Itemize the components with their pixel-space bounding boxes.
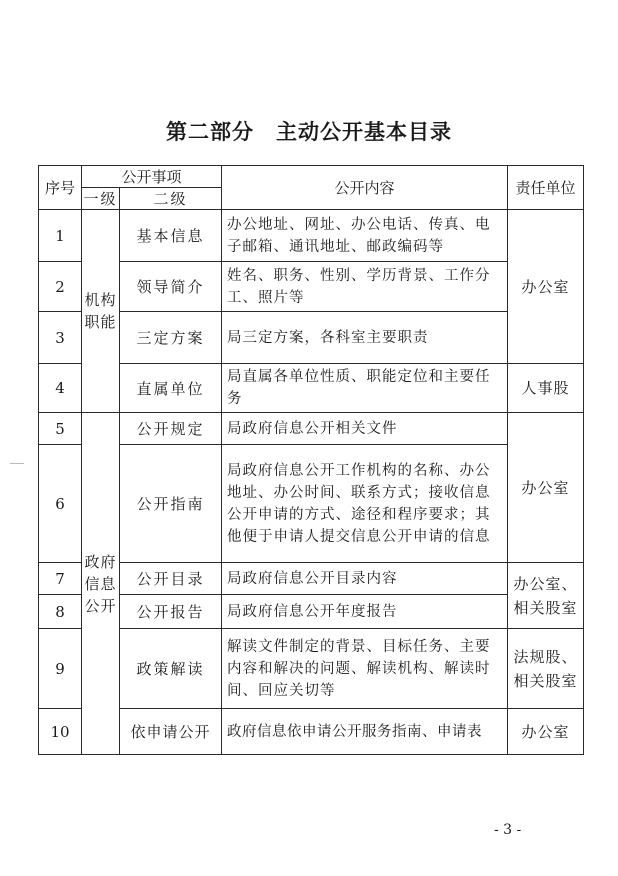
row-number: 1	[39, 210, 82, 262]
content-cell: 局政府信息公开相关文件	[222, 413, 508, 445]
header-content: 公开内容	[222, 166, 508, 210]
table-row	[39, 413, 584, 445]
table-row	[39, 563, 584, 595]
content-cell: 姓名、职务、性别、学历背景、工作分工、照片等	[222, 262, 508, 312]
title-part: 第二部分	[166, 119, 254, 144]
table-row	[39, 595, 584, 629]
header-items: 公开事项	[82, 166, 222, 188]
table-row	[39, 364, 584, 413]
level2-item: 三定方案	[120, 312, 222, 364]
table-row	[39, 629, 584, 709]
table-row	[39, 312, 584, 364]
content-cell: 局直属各单位性质、职能定位和主要任务	[222, 364, 508, 413]
row-number: 10	[39, 709, 82, 755]
row-number: 9	[39, 629, 82, 709]
row-number: 7	[39, 563, 82, 595]
unit-cell: 人事股	[508, 364, 584, 413]
row-number: 4	[39, 364, 82, 413]
row-number: 3	[39, 312, 82, 364]
content-cell: 办公地址、网址、办公电话、传真、电子邮箱、通讯地址、邮政编码等	[222, 210, 508, 262]
level2-item: 公开指南	[120, 445, 222, 563]
content-cell: 局政府信息公开目录内容	[222, 563, 508, 595]
level2-item: 基本信息	[120, 210, 222, 262]
header-level2: 二级	[120, 188, 222, 210]
unit-cell: 办公室	[508, 210, 584, 364]
unit-cell: 办公室、 相关股室	[508, 563, 584, 629]
table-row	[39, 445, 584, 563]
level1-group-org: 机构 职能	[82, 210, 120, 413]
row-number: 2	[39, 262, 82, 312]
level2-item: 公开规定	[120, 413, 222, 445]
content-cell: 局政府信息公开工作机构的名称、办公地址、办公时间、联系方式；接收信息公开申请的方式、途径和程序要求；其他便于申请人提交信息公开申请的信息	[222, 445, 508, 563]
content-cell: 解读文件制定的背景、目标任务、主要内容和解决的问题、解读机构、解读时间、回应关切等	[222, 629, 508, 709]
level2-item: 直属单位	[120, 364, 222, 413]
level2-item: 公开报告	[120, 595, 222, 629]
level2-item: 公开目录	[120, 563, 222, 595]
content-cell: 局政府信息公开年度报告	[222, 595, 508, 629]
page-title	[0, 116, 618, 146]
level2-item: 领导简介	[120, 262, 222, 312]
header-unit: 责任单位	[508, 166, 584, 210]
title-main: 主动公开基本目录	[276, 119, 452, 144]
level2-item: 依申请公开	[120, 709, 222, 755]
table-header-row	[39, 166, 584, 188]
header-seq: 序号	[39, 166, 82, 210]
unit-cell: 法规股、 相关股室	[508, 629, 584, 709]
content-cell: 政府信息依申请公开服务指南、申请表	[222, 709, 508, 755]
scan-mark	[10, 463, 24, 464]
page-number: - 3 -	[494, 822, 522, 838]
header-level1: 一级	[82, 188, 120, 210]
table-row	[39, 210, 584, 262]
level2-item: 政策解读	[120, 629, 222, 709]
table-row	[39, 709, 584, 755]
level1-group-info: 政府 信息 公开	[82, 413, 120, 755]
row-number: 5	[39, 413, 82, 445]
row-number: 8	[39, 595, 82, 629]
row-number: 6	[39, 445, 82, 563]
catalog-table	[38, 165, 584, 755]
unit-cell: 办公室	[508, 709, 584, 755]
content-cell: 局三定方案，各科室主要职责	[222, 312, 508, 364]
table-row	[39, 262, 584, 312]
unit-cell: 办公室	[508, 413, 584, 563]
